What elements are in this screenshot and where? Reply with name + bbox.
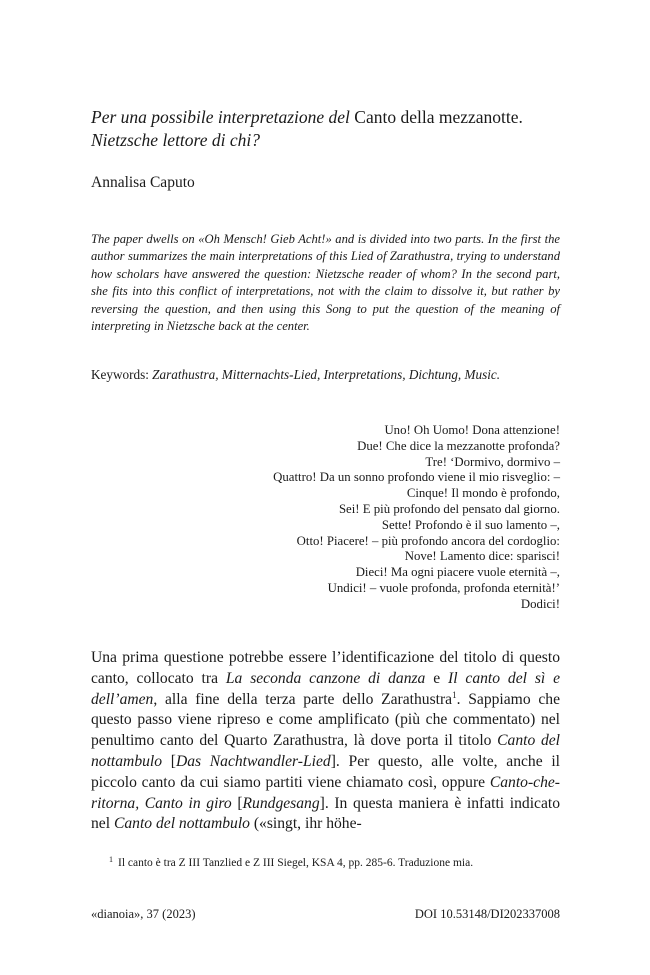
- italic-title: Canto-che-ritorna, Canto in giro: [91, 773, 560, 812]
- poem-line: Tre! ‘Dormivo, dormivo –: [425, 454, 560, 469]
- title-subtitle: Nietzsche lettore di chi?: [91, 130, 260, 150]
- poem-line: Sei! E più profondo del pensato dal giorno.: [338, 501, 560, 516]
- text-run: , alla fine della terza parte dello Zarathustra: [153, 690, 453, 708]
- text-run: ]. Per questo, alle volte, anche il piccolo canto da cui siamo partiti viene chiamato così, oppure: [91, 752, 560, 791]
- poem-line: Dodici!: [520, 596, 560, 611]
- poem-line: Sette! Profondo è il suo lamento –,: [381, 517, 560, 532]
- author-name: Annalisa Caputo: [91, 174, 195, 191]
- poem-line: Undici! – vuole profonda, profonda eternità!’: [327, 580, 560, 595]
- text-run: . Sappiamo che questo passo viene ripreso e come amplificato (più che commentato) nel penultimo canto del Quarto Zarathustra, là dove porta il titolo: [91, 690, 560, 750]
- poem-line: Dieci! Ma ogni piacere vuole eternità –,: [355, 565, 560, 580]
- poem-line: Uno! Oh Uomo! Dona attenzione!: [384, 423, 560, 437]
- poem-line: Nove! Lamento dice: sparisci!: [404, 549, 560, 564]
- italic-title: La seconda canzone di danza: [225, 669, 426, 687]
- body-text: [91, 648, 560, 835]
- italic-title: Das Nachtwandler-Lied: [175, 752, 331, 770]
- title-italic-part: Per una possibile interpretazione del: [91, 107, 350, 127]
- text-run: ]. In questa maniera è infatti indicato nel: [91, 794, 560, 833]
- italic-title: Il canto del sì e dell’amen: [91, 669, 561, 708]
- text-run: e: [425, 669, 449, 687]
- abstract: [91, 231, 560, 335]
- title-roman-part: Canto della mezzanotte.: [354, 107, 523, 127]
- footnote-ref[interactable]: 1: [452, 689, 457, 700]
- paper-page: [91, 0, 560, 975]
- footnote: [91, 852, 560, 871]
- page-footer: [91, 906, 560, 922]
- epigraph-poem: [160, 423, 560, 613]
- journal-citation: «dianoia», 37 (2023): [91, 907, 196, 921]
- italic-title: Canto del nottambulo: [91, 732, 561, 770]
- text-run: [: [231, 794, 243, 812]
- abstract-text: The paper dwells on «Oh Mensch! Gieb Acht!» and is divided into two parts. In the first the author summarizes the main interpretations of this Lied of Zarathustra, trying to understand how scholars have answered the question: Nietzsche reader of whom? In the second part, she fits into this conflict of interpretations, not with the claim to dissolve it, but rather by reversing the question, and then using this Song to put the question of the meaning of interpreting in Nietzsche back at the center.: [91, 232, 560, 334]
- footnote-text: Il canto è tra Z III Tanzlied e Z III Siegel, KSA 4, pp. 285-6. Traduzione mia.: [118, 857, 474, 869]
- text-run: Una prima questione potrebbe essere l’identificazione del titolo di questo canto, collocato tra: [91, 649, 560, 687]
- keywords-label: Keywords:: [91, 367, 149, 382]
- doi: DOI 10.53148/DI202337008: [414, 907, 560, 921]
- body-paragraph: [91, 648, 560, 835]
- poem-line: Quattro! Da un sonno profondo viene il mio risveglio: –: [273, 470, 560, 485]
- text-run: [: [162, 752, 176, 770]
- poem-line: Cinque! Il mondo è profondo,: [406, 486, 560, 501]
- paper-title: [91, 106, 560, 152]
- poem-line: Due! Che dice la mezzanotte profonda?: [357, 438, 560, 453]
- footnote-number: 1: [109, 855, 113, 864]
- italic-title: Canto del nottambulo: [113, 815, 250, 833]
- poem-line: Otto! Piacere! – più profondo ancora del cordoglio:: [296, 533, 560, 548]
- keywords: [91, 366, 560, 384]
- text-run: («singt, ihr höhe-: [249, 815, 362, 833]
- keywords-list: Zarathustra, Mitternachts-Lied, Interpretations, Dichtung, Music.: [152, 367, 501, 382]
- italic-title: Rundgesang: [242, 794, 320, 812]
